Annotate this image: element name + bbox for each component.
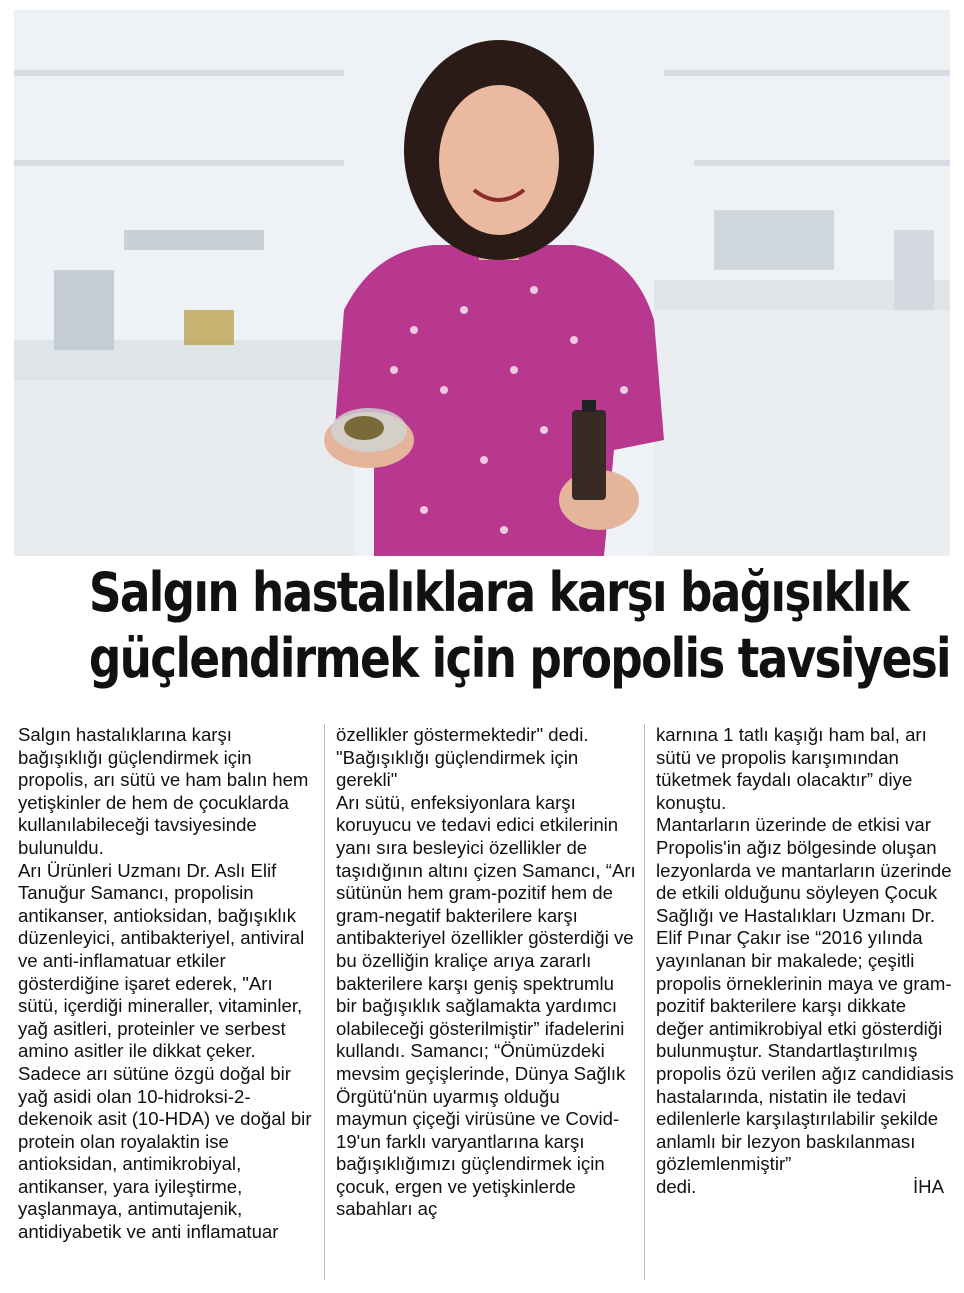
headline-line-1: Salgın hastalıklara karşı bağışıklık: [88, 561, 909, 624]
paragraph: Arı sütü, enfeksiyonlara karşı koruyucu ve tedavi edici etkilerinin yanı sıra besleyici özellikler de taşıdığının altını çizen Samancı, “Arı sütünün hem gram-pozitif hem de gram-negatif bakterilere karşı antibakteriyel özellikler gösterdiği ve bu özelliğin kraliçe arıya zararlı bakterilere karşı geniş spektrumlu bir bağışıklık sağlamakta yardımcı olabileceği gösterilmiştir” ifadelerini kullandı. Samancı; “Önümüzdeki mevsim geçişlerinde, Dünya Sağlık Örgütü'nün uyarmış olduğu maymun çiçeği virüsüne ve Covid-19'un farklı varyantlarına karşı bağışıklığımızı güçlendirmek için çocuk, ergen ve yetişkinlerde sabahları aç: [336, 791, 636, 1220]
article-column-1: [18, 724, 318, 1244]
headline: [14, 560, 950, 692]
paragraph: Propolis'in ağız bölgesinde oluşan lezyonlarda ve mantarların üzerinde de etkili olduğunu söyleyen Çocuk Sağlığı ve Hastalıkları Uzmanı Dr. Elif Pınar Çakır ise “2016 yılında yayınlanan bir makalede; çeşitli propolis örneklerinin maya ve gram-pozitif bakterilere karşı dikkate değer antimikrobiyal etki gösterdiği bulunmuştur. Standartlaştırılmış propolis özü verilen ağız candidiasis hastalarında, nistatin ile tedavi edilenlerle karşılaştırılabilir şekilde anlamlı bir lezyon baskılanması gözlemlenmiştir”: [656, 836, 954, 1175]
subheading: "Bağışıklığı güçlendirmek için gerekli": [336, 746, 579, 791]
agency-credit: İHA: [913, 1175, 944, 1197]
closing-word: dedi.: [656, 1175, 697, 1197]
column-divider: [644, 724, 645, 1280]
subheading: Mantarların üzerinde de etkisi var: [656, 814, 931, 836]
paragraph: karnına 1 tatlı kaşığı ham bal, arı sütü ve propolis karışımından tüketmek faydalı olacaktır” diye konuştu.: [656, 724, 927, 813]
woman-in-lab-photo-icon: [14, 10, 950, 556]
paragraph: Salgın hastalıklarına karşı bağışıklığı güçlendirmek için propolis, arı sütü ve ham balın hem yetişkinler de hem de çocuklarda kullanılabileceği tavsiyesinde bulunuldu.: [18, 724, 309, 858]
headline-line-2: güçlendirmek için propolis tavsiyesi: [88, 627, 950, 690]
column-divider: [324, 724, 325, 1280]
article-column-2: [336, 724, 636, 1221]
article-photo: [14, 10, 950, 556]
article-column-3: [656, 724, 956, 1198]
paragraph: özellikler göstermektedir" dedi.: [336, 724, 589, 745]
signoff: [656, 1176, 956, 1199]
paragraph: Sadece arı sütüne özgü doğal bir yağ asidi olan 10-hidroksi-2-dekenoik asit (10-HDA) ve doğal bir protein olan royalaktin ise antioksidan, antimikrobiyal, antikanser, yara iyileştirme, yaşlanmaya, antimutajenik, antidiyabetik ve anti inflamatuar: [18, 1062, 312, 1243]
paragraph: Arı Ürünleri Uzmanı Dr. Aslı Elif Tanuğur Samancı, propolisin antikanser, antioksidan, bağışıklık düzenleyici, antibakteriyel, antiviral ve anti-inflamatuar etkiler gösterdiğine işaret ederek, "Arı sütü, içerdiği mineraller, vitaminler, yağ asitleri, proteinler ve serbest amino asitler ile dikkat çeker.: [18, 859, 305, 1062]
